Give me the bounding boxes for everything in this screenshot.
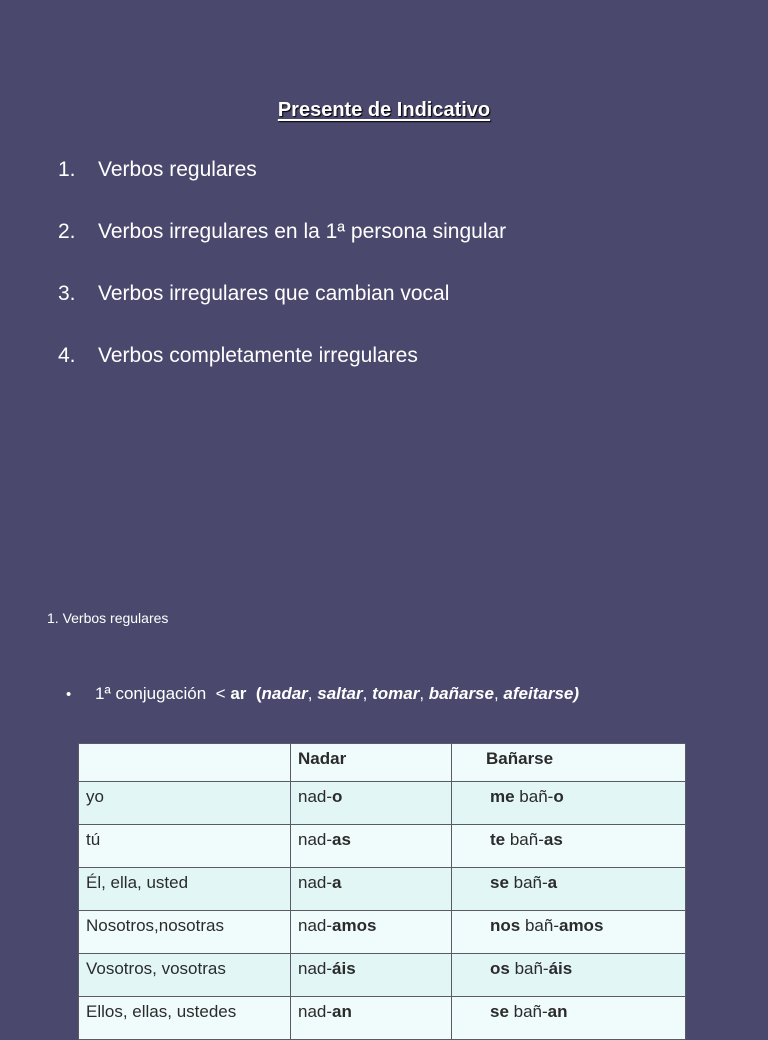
page-title: Presente de Indicativo [277,99,491,121]
verb-ending: o [553,787,564,806]
person-cell: Nosotros,nosotras [79,911,291,954]
topic-label: Verbos irregulares que cambian vocal [98,282,450,305]
topic-item [58,282,506,344]
nadar-form-cell [291,825,452,868]
topic-number: 2. [58,220,76,243]
verb-example: nadar [261,684,308,703]
topic-item [58,220,506,282]
verb-separator: , [307,684,318,703]
verb-example: saltar [317,684,363,703]
reflexive-pronoun: se [490,873,509,892]
table-row [79,954,686,997]
topic-label: Verbos irregulares en la 1ª persona singular [98,220,507,243]
verb-ending: as [332,830,351,849]
nadar-form-cell [291,782,452,825]
nadar-form-cell [291,868,452,911]
verb-example: afeitarse [503,684,574,703]
verb-ending: amos [332,916,377,935]
conjugation-prefix: 1ª conjugación < [95,684,231,703]
table-row [79,868,686,911]
table-row [79,825,686,868]
verb-example: bañarse [428,684,494,703]
banarse-form-cell [452,954,686,997]
conjugation-ending: ar [230,684,247,703]
topic-number: 3. [58,282,76,305]
verb-ending: an [332,1002,352,1021]
reflexive-pronoun: nos [490,916,521,935]
verb-ending: o [332,787,343,806]
topic-item [58,158,506,220]
verb-separator: , [493,684,504,703]
verb-example: tomar [372,684,420,703]
person-cell: Vosotros, vosotras [79,954,291,997]
verb-ending: a [332,873,342,892]
verb-stem: nad- [298,830,333,849]
nadar-form-cell [291,997,452,1040]
conjugation-text [95,684,579,704]
person-cell: Él, ella, usted [79,868,291,911]
table-header-cell: Nadar [291,744,452,782]
topic-number: 4. [58,344,76,367]
table-row [79,911,686,954]
verb-stem: bañ- [509,959,549,978]
verb-ending: áis [332,959,356,978]
verb-stem: nad- [298,787,333,806]
conjugation-line [66,684,579,704]
verb-stem: bañ- [514,787,554,806]
table-header-cell [79,744,291,782]
topic-label: Verbos regulares [98,158,257,181]
verb-stem: nad- [298,959,333,978]
verb-ending: amos [558,916,604,935]
table-header-row [79,744,686,782]
verb-stem: bañ- [508,1002,548,1021]
reflexive-pronoun: te [490,830,506,849]
banarse-form-cell [452,825,686,868]
verb-separator: , [419,684,429,703]
verb-separator: , [362,684,373,703]
banarse-form-cell [452,868,686,911]
nadar-form-cell [291,911,452,954]
verb-stem: nad- [298,873,333,892]
person-cell: yo [79,782,291,825]
bullet-icon: • [66,686,72,703]
banarse-form-cell [452,782,686,825]
verb-ending: as [543,830,563,849]
verb-stem: nad- [298,1002,333,1021]
verb-stem: nad- [298,916,333,935]
conjugation-table [78,743,686,1040]
banarse-form-cell [452,997,686,1040]
banarse-form-cell [452,911,686,954]
verb-ending: áis [548,959,573,978]
verb-ending: an [547,1002,568,1021]
verb-ending: a [547,873,558,892]
verb-stem: bañ- [505,830,544,849]
section-heading: 1. Verbos regulares [47,610,169,626]
topic-number: 1. [58,158,76,181]
nadar-form-cell [291,954,452,997]
reflexive-pronoun: se [490,1002,509,1021]
topic-label: Verbos completamente irregulares [98,344,418,367]
topic-item [58,344,506,406]
table-row [79,782,686,825]
verb-stem: bañ- [520,916,559,935]
verb-stem: bañ- [508,873,548,892]
verb-list-open: ( [246,684,262,703]
verb-list-close: ) [573,684,580,703]
table-row [79,997,686,1040]
table-header-cell: Bañarse [452,744,686,782]
topic-list [58,158,506,406]
reflexive-pronoun: me [490,787,515,806]
reflexive-pronoun: os [490,959,510,978]
person-cell: tú [79,825,291,868]
person-cell: Ellos, ellas, ustedes [79,997,291,1040]
